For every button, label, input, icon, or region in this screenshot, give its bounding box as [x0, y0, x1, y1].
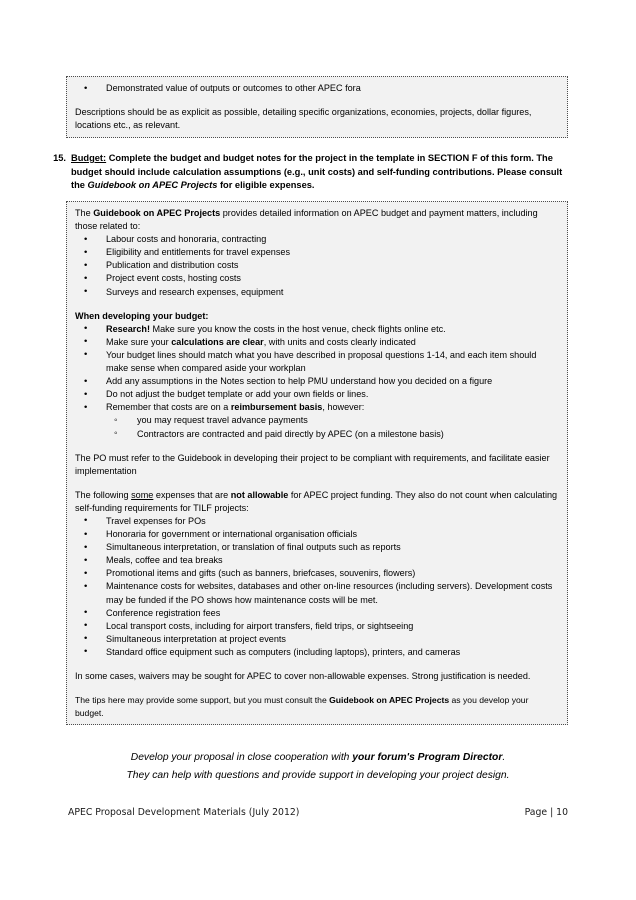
- bullet-bold-mid: calculations are clear: [171, 336, 264, 347]
- guidebook-intro-lead: The: [75, 208, 94, 218]
- instruction-item-15: [44, 152, 568, 193]
- guidebook-topics-list: [75, 233, 559, 298]
- list-item: [75, 428, 559, 441]
- bullet-text: Add any assumptions in the Notes section to help PMU understand how you decided on a figure: [106, 376, 493, 387]
- sub-bullet-text: you may request travel advance payments: [137, 415, 308, 426]
- guidebook-topic-text: Publication and distribution costs: [106, 260, 239, 271]
- guidebook-title-bold: Guidebook on APEC Projects: [93, 208, 221, 218]
- developing-budget-heading: When developing your budget:: [75, 310, 209, 321]
- expense-text: Simultaneous interpretation, or translation of final outputs such as reports: [106, 542, 401, 553]
- expense-text: Meals, coffee and tea breaks: [106, 555, 223, 566]
- instruction-italic-title: Guidebook on APEC Projects: [87, 180, 218, 191]
- not-allowable-lead: The following: [75, 489, 132, 500]
- list-item: [75, 323, 559, 336]
- page-footer: [68, 806, 568, 819]
- list-item: [75, 82, 559, 95]
- budget-guidance-callout-box: [66, 201, 568, 725]
- guidebook-topic-text: Project event costs, hosting costs: [106, 273, 241, 284]
- bullet-tail: , with units and costs clearly indicated: [263, 336, 416, 347]
- list-item: [75, 388, 559, 401]
- top-callout-bullet-text: Demonstrated value of outputs or outcomes to other APEC fora: [106, 83, 361, 93]
- list-item: [75, 567, 559, 580]
- top-callout-box: [66, 76, 568, 138]
- expense-text: Standard office equipment such as computers (including laptops), printers, and cameras: [106, 646, 461, 657]
- list-item: [75, 528, 559, 541]
- not-allowable-intro-paragraph: [75, 489, 559, 515]
- list-item: [75, 607, 559, 620]
- not-allowable-tail: for APEC project funding. They also do not count when calculating self-funding requirements for TILF projects:: [75, 489, 558, 513]
- expense-text: Maintenance costs for websites, databases and other on-line resources (including servers). Development costs may be funded if the PO shows how maintenance costs will be met.: [106, 581, 553, 605]
- not-allowable-expenses-list: [75, 515, 559, 659]
- closing-note-line-2: They can help with questions and provide support in developing your project design.: [126, 769, 510, 781]
- not-allowable-underlined-some: some: [131, 489, 154, 500]
- bullet-bold-lead: Research!: [106, 323, 150, 334]
- guidebook-topic-text: Surveys and research expenses, equipment: [106, 286, 284, 297]
- expense-text: Travel expenses for POs: [106, 515, 206, 526]
- reimbursement-sub-list: [75, 414, 559, 440]
- list-item: [75, 620, 559, 633]
- instruction-body: [71, 152, 568, 193]
- instruction-text-1: Complete the budget and budget notes for the project in the template in SECTION F of this form. The budget should include calculation assumptions (e.g., unit costs) and self-funding contributions. Please consult the: [71, 153, 563, 191]
- bullet-text: Remember that costs are on a: [106, 402, 231, 413]
- bullet-text: Make sure you know the costs in the host venue, check flights online etc.: [149, 323, 446, 334]
- list-item: [75, 554, 559, 567]
- bullet-bold-mid: reimbursement basis: [230, 402, 323, 413]
- program-director-emphasis: your forum's Program Director: [352, 752, 503, 763]
- expense-text: Promotional items and gifts (such as banners, briefcases, souvenirs, flowers): [106, 568, 416, 579]
- list-item: [75, 646, 559, 659]
- list-item: [75, 633, 559, 646]
- instruction-number: 15.: [53, 153, 66, 163]
- list-item: [75, 286, 559, 299]
- instruction-text-2: for eligible expenses.: [217, 180, 315, 191]
- tips-tail: as you develop your budget.: [75, 695, 529, 718]
- tips-guidebook-title: Guidebook on APEC Projects: [329, 695, 450, 706]
- list-item: [75, 259, 559, 272]
- top-callout-bullet-list: [75, 82, 559, 95]
- closing-line1-lead: Develop your proposal in close cooperation with: [130, 752, 353, 763]
- expense-text: Simultaneous interpretation at project events: [106, 633, 286, 644]
- list-item: [75, 580, 559, 606]
- bullet-text: Make sure your: [106, 336, 172, 347]
- list-item: [75, 233, 559, 246]
- footer-page-number: Page | 10: [524, 807, 568, 818]
- list-item: [75, 272, 559, 285]
- guidebook-intro-rest: provides detailed information on APEC budget and payment matters, including those related to:: [75, 208, 538, 232]
- list-item: [75, 336, 559, 349]
- closing-line1-tail: .: [502, 752, 506, 763]
- list-item: [75, 401, 559, 414]
- instruction-label: Budget:: [71, 153, 107, 163]
- tips-paragraph: [75, 694, 559, 719]
- expense-text: Conference registration fees: [106, 607, 221, 618]
- tips-lead: The tips here may provide some support, but you must consult the: [75, 695, 330, 706]
- closing-note: [60, 749, 576, 784]
- bullet-text: Do not adjust the budget template or add your own fields or lines.: [106, 389, 369, 400]
- guidebook-topic-text: Labour costs and honoraria, contracting: [106, 234, 267, 245]
- guidebook-intro-paragraph: [75, 207, 559, 233]
- list-item: [75, 414, 559, 427]
- bullet-text: Your budget lines should match what you have described in proposal questions 1-14, and each item should make sense when compared aside your workplan: [106, 349, 537, 374]
- list-item: [75, 515, 559, 528]
- sub-bullet-text: Contractors are contracted and paid directly by APEC (on a milestone basis): [137, 428, 444, 439]
- bullet-tail: , however:: [322, 402, 365, 413]
- not-allowable-bold: not allowable: [230, 489, 289, 500]
- list-item: [75, 246, 559, 259]
- developing-budget-list: [75, 323, 559, 415]
- not-allowable-mid: expenses that are: [153, 489, 231, 500]
- guidebook-topic-text: Eligibility and entitlements for travel expenses: [106, 247, 290, 258]
- list-item: [75, 541, 559, 554]
- expense-text: Honoraria for government or international organisation officials: [106, 529, 358, 540]
- footer-document-title: APEC Proposal Development Materials (July 2012): [68, 807, 300, 818]
- waivers-paragraph: In some cases, waivers may be sought for APEC to cover non-allowable expenses. Strong justification is needed.: [75, 671, 531, 681]
- po-guidebook-paragraph: The PO must refer to the Guidebook in developing their project to be compliant with requirements, and facilitate easier implementation: [75, 452, 550, 476]
- list-item: [75, 349, 559, 375]
- list-item: [75, 375, 559, 388]
- closing-note-line-1: [60, 749, 576, 767]
- expense-text: Local transport costs, including for airport transfers, field trips, or sightseeing: [106, 620, 414, 631]
- top-callout-paragraph: Descriptions should be as explicit as possible, detailing specific organizations, economies, projects, dollar figures, locations etc., as relevant.: [75, 107, 532, 131]
